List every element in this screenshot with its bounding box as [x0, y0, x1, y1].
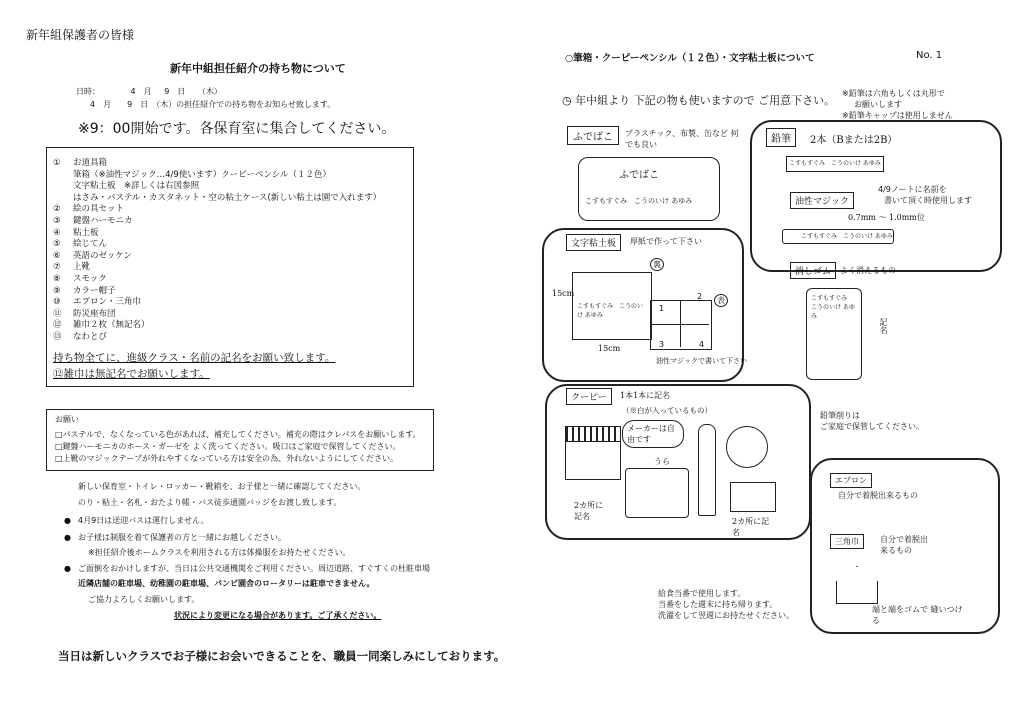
page-number: No. 1	[916, 50, 943, 61]
two-places-note-2: 2カ所に記名	[732, 517, 770, 537]
list-item: 4月9日は送迎バスは運行しません。	[78, 516, 209, 525]
sankaku-desc: 自分で着脱出来るもの	[880, 535, 928, 555]
apron-label: エプロン	[830, 473, 872, 488]
list-item: ⑪ 防災座布団	[53, 308, 116, 319]
fudebako-lid-label: ふでばこ	[619, 170, 659, 181]
pencil-label: 鉛筆	[766, 128, 796, 147]
date-month: 4 月	[130, 87, 152, 96]
right-header: ○筆箱・クーピーペンシル（１２色）・文字粘土板について	[565, 53, 815, 64]
pencil-note: ※鉛筆は六角もしくは丸形で お願いします ※鉛筆キャップは使用しません	[842, 89, 953, 120]
list-item: 新しい保育室・トイレ・ロッカー・靴箱を、お子様と一緒に確認してください。	[78, 482, 366, 491]
list-item: ご面倒をおかけしますが、当日は公共交通機関をご利用ください。周辺道路、すぐすくの杜駐車場	[78, 564, 430, 573]
two-places-note: 2カ所に記名	[574, 501, 604, 521]
intro-text: ◷ 年中組より 下記の物も使いますので ご用意下さい。	[562, 94, 836, 107]
nendo-desc: 厚紙で作って下さい	[630, 237, 702, 246]
coupy-crayon	[698, 424, 716, 516]
request-item: □上靴のマジックテープが外れやすくなっている方は安全の為、外れないようにしてください。	[55, 454, 399, 463]
zoukin-note: ⑫雑巾は無記名でお願いします。	[53, 368, 210, 380]
marker-illustration: こすもすぐみ こうのいけ あゆみ	[782, 229, 894, 244]
ura-label-2: うら	[654, 457, 670, 466]
list-item: ① お道具箱	[53, 158, 108, 168]
kimei-label: 記名	[879, 318, 888, 334]
dim-vertical: 15cm	[552, 289, 575, 298]
list-item: ※担任紹介後ホームクラスを利用される方は体操服をお持たせください。	[88, 548, 351, 557]
pencil-illustration: こすもすぐみ こうのいけ あゆみ	[786, 156, 884, 172]
list-item: ⑦ 上靴	[53, 262, 91, 273]
request-box	[46, 409, 434, 471]
nendo-label: 文字粘土板	[566, 234, 621, 251]
name-sample: こすもすぐみ こうのいけ あゆみ	[585, 197, 693, 205]
fudebako-label: ふでばこ	[567, 126, 619, 145]
ura-label: 裏	[650, 258, 664, 271]
list-item: はさみ・パステル・カスタネット・空の粘土ケース(新しい粘土は園で入れます）	[73, 192, 382, 203]
change-note: 状況により変更になる場合があります。ご了承ください。	[174, 611, 382, 620]
apron-desc: 自分で着脱出来るもの	[838, 491, 918, 500]
list-item: 近隣店舗の駐車場、幼稚園の駐車場、パンビ園舎のロータリーは駐車できません。	[78, 579, 375, 588]
coupy-box-illustration	[565, 426, 621, 480]
eraser-desc: よく消えるもの	[840, 266, 896, 275]
items-list	[53, 158, 381, 344]
clock-icon: ◷	[562, 94, 572, 107]
sharpener-note: 鉛筆削りは ご家庭で保管してください。	[820, 411, 924, 431]
list-item: ⑥ 英語のゼッケン	[53, 250, 132, 261]
page-title: 新年中組担任紹介の持ち物について	[170, 62, 346, 75]
date-label: 日時：	[76, 87, 100, 96]
pencil-desc: 2本（Bまたは2B）	[810, 135, 898, 146]
marker-label: 油性マジック	[790, 192, 854, 209]
sankaku-label: 三角巾	[830, 534, 864, 549]
eraser-illustration: こすもすぐみ こうのいけ あゆみ	[806, 288, 862, 380]
list-item: ⑧ スモック	[53, 273, 107, 284]
greeting: 新年組保護者の皆様	[26, 28, 135, 42]
list-item: ご協力よろしくお願いします。	[88, 595, 200, 604]
coupy-sharpener	[726, 426, 768, 468]
dim-horizontal: 15cm	[598, 344, 621, 353]
coupy-note: （※白が入っているもの）	[622, 406, 712, 415]
marker-write-note: 油性マジックで書いて下さい	[656, 357, 747, 365]
start-notice: ※9：00開始です。各保育室に集合してください。	[78, 121, 396, 137]
list-item: 筆箱（※油性マジック…4/9使います）クーピーペンシル（１２色）	[73, 169, 332, 180]
fudebako-illustration	[578, 157, 720, 221]
list-item: ② 絵の具セット	[53, 204, 125, 215]
list-item: ⑩ エプロン・三角巾	[53, 297, 142, 308]
request-title: お願い	[55, 415, 79, 424]
list-item: 文字粘土板 ※詳しくは右図参照	[73, 181, 200, 192]
list-item: ③ 鍵盤ハーモニカ	[53, 215, 133, 226]
list-item: のり・粘土・名札・おたより帳・バス徒歩通園バッジをお渡し致します。	[78, 498, 342, 507]
fudebako-desc: プラスチック、布製、缶など 何でも良い	[625, 129, 739, 149]
request-item: □パステルで、なくなっている色があれば、補充してください。補充の際はクレパスをお願いします。	[55, 430, 421, 439]
names-note: 持ち物全てに、進級クラス・名前の記名をお願い致します。	[53, 352, 336, 364]
eraser-label: 消しゴム	[790, 262, 836, 279]
maker-note: メーカーは自由です	[622, 420, 684, 448]
coupy-small-case	[730, 482, 776, 512]
date-line	[76, 86, 222, 97]
notice: 4 月 9 日 （木）の担任紹介での持ち物をお知らせ致します。	[90, 100, 336, 109]
kyushoku-note: 給食当番で使用します。 当番をした週末に持ち帰ります。 洗濯をして翌週にお持たせください。	[658, 589, 794, 620]
coupy-case-back	[625, 468, 689, 518]
marker-note: 4/9ノートに名前を 書いて頂く時使用します	[878, 185, 972, 205]
list-item: ④ 粘土板	[53, 227, 99, 238]
date-weekday: （木）	[197, 87, 222, 96]
omote-label: 表	[714, 294, 728, 307]
sankaku-note: 端と端をゴムで 縫いつける	[872, 605, 963, 625]
list-item: ⑨ カラー帽子	[53, 285, 116, 296]
list-item: ⑤ 絵じてん	[53, 239, 108, 250]
items-box	[46, 147, 414, 387]
closing-message: 当日は新しいクラスでお子様にお会いできることを、職員一同楽しみにしております。	[58, 649, 506, 663]
nendo-front-grid: 1 2 3 4	[650, 300, 712, 350]
marker-size: 0.7mm ～ 1.0mm位	[848, 213, 925, 222]
list-item: お子様は制服を着て保護者の方と一緒にお越しください。	[78, 533, 286, 542]
list-item: ⑫ 雑巾２枚（無記名）	[53, 320, 150, 331]
date-day: 9 日	[164, 87, 186, 96]
list-item: ⑬ なわとび	[53, 331, 108, 342]
request-item: □鍵盤ハーモニカのホース・ガーゼを よく洗ってください。吸口はご家庭で保管してください。	[55, 442, 401, 451]
bullet-icon: ●	[64, 564, 71, 573]
bullet-icon: ●	[64, 533, 71, 542]
bullet-icon: ●	[64, 516, 71, 525]
nendo-back: こすもすぐみ こうのいけ あゆみ	[572, 272, 652, 340]
coupy-label: クーピー	[566, 388, 612, 405]
coupy-desc: 1本1本に記名	[620, 391, 671, 400]
